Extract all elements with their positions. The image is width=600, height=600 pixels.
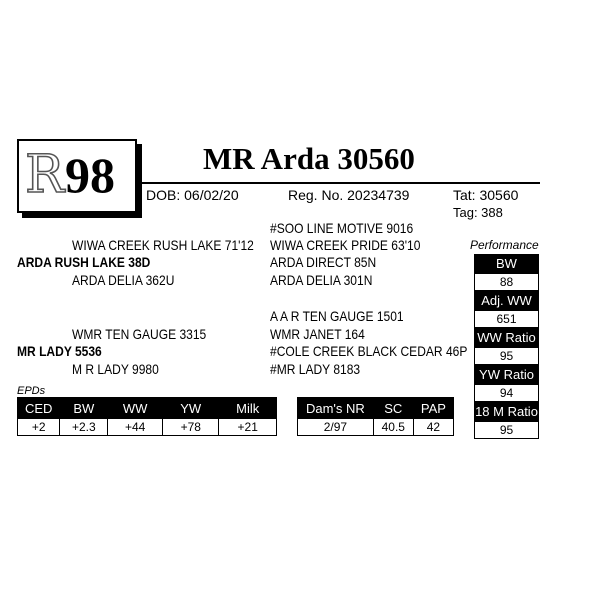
pedigree-dam-sire: WMR TEN GAUGE 3315 xyxy=(72,326,207,342)
perf-label-bw: BW xyxy=(474,254,539,274)
perf-value-yw-ratio: 94 xyxy=(474,385,539,402)
pedigree-sire-dam: ARDA DELIA 362U xyxy=(72,272,175,288)
dob: DOB: 06/02/20 xyxy=(146,187,239,203)
perf-label-yw-ratio: YW Ratio xyxy=(474,365,539,385)
pedigree-dam-dam-sire: #COLE CREEK BLACK CEDAR 46P xyxy=(270,343,468,359)
epd-header-milk: Milk xyxy=(219,398,277,419)
pedigree-dam-sire-sire: A A R TEN GAUGE 1501 xyxy=(270,308,404,324)
epd-header-yw: YW xyxy=(163,398,219,419)
dam-value-nr: 2/97 xyxy=(298,419,374,436)
lot-number: 98 xyxy=(65,147,115,203)
registration-number: Reg. No. 20234739 xyxy=(288,187,410,203)
perf-label-18m-ratio: 18 M Ratio xyxy=(474,402,539,422)
epd-value-ww: +44 xyxy=(108,419,163,436)
tag: Tag: 388 xyxy=(453,205,503,220)
pedigree-sire-dam-dam: ARDA DELIA 301N xyxy=(270,272,373,288)
epd-header-ww: WW xyxy=(108,398,163,419)
epd-header-ced: CED xyxy=(18,398,60,419)
dam-header-sc: SC xyxy=(373,398,413,419)
pedigree-sire-sire-sire: #SOO LINE MOTIVE 9016 xyxy=(270,220,414,236)
pedigree-dam: MR LADY 5536 xyxy=(17,343,102,359)
pedigree-dam-sire-dam: WMR JANET 164 xyxy=(270,326,365,342)
pedigree-dam-dam-dam: #MR LADY 8183 xyxy=(270,361,361,377)
dam-value-pap: 42 xyxy=(413,419,453,436)
performance-table xyxy=(474,254,539,439)
dam-header-nr: Dam's NR xyxy=(298,398,374,419)
perf-label-adj-ww: Adj. WW xyxy=(474,291,539,311)
animal-name: MR Arda 30560 xyxy=(203,141,415,176)
perf-value-adj-ww: 651 xyxy=(474,311,539,328)
perf-label-ww-ratio: WW Ratio xyxy=(474,328,539,348)
lot-number-box xyxy=(17,139,137,213)
pedigree-sire-sire-dam: WIWA CREEK PRIDE 63'10 xyxy=(270,237,421,253)
pedigree-sire: ARDA RUSH LAKE 38D xyxy=(17,254,151,270)
perf-value-ww-ratio: 95 xyxy=(474,348,539,365)
epd-value-bw: +2.3 xyxy=(60,419,108,436)
epd-value-ced: +2 xyxy=(18,419,60,436)
tattoo: Tat: 30560 xyxy=(453,187,519,203)
epds-title: EPDs xyxy=(17,385,46,397)
logo-letter: R xyxy=(25,145,65,205)
pedigree-sire-dam-sire: ARDA DIRECT 85N xyxy=(270,254,377,270)
perf-value-18m-ratio: 95 xyxy=(474,422,539,439)
dam-stats-table xyxy=(297,397,454,436)
epd-table xyxy=(17,397,277,436)
performance-title: Performance xyxy=(470,238,539,252)
title-divider xyxy=(140,182,540,184)
epd-header-bw: BW xyxy=(60,398,108,419)
perf-value-bw: 88 xyxy=(474,274,539,291)
dam-header-pap: PAP xyxy=(413,398,453,419)
dam-value-sc: 40.5 xyxy=(373,419,413,436)
epd-value-yw: +78 xyxy=(163,419,219,436)
pedigree-dam-dam: M R LADY 9980 xyxy=(72,361,159,377)
epd-value-milk: +21 xyxy=(219,419,277,436)
pedigree-sire-sire: WIWA CREEK RUSH LAKE 71'12 xyxy=(72,237,254,253)
